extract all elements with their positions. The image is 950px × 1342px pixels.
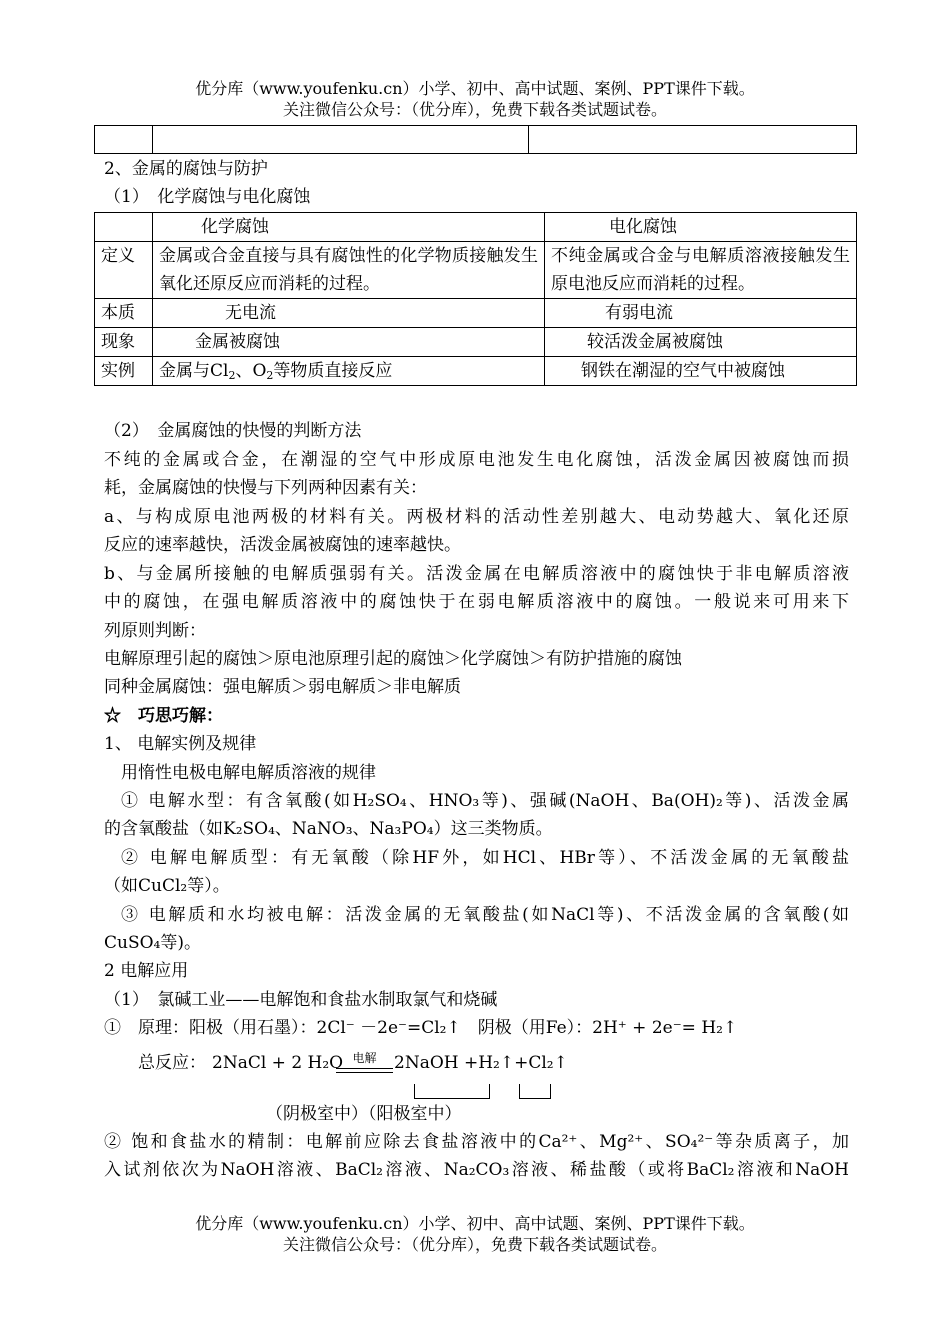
electrochemical-essence: 有弱电流 <box>545 299 857 328</box>
paragraph-line: 耗，金属腐蚀的快慢与下列两种因素有关： <box>104 478 427 498</box>
section-title-applications: 2 电解应用 <box>104 961 189 981</box>
section-title-electrolysis: 1、 电解实例及规律 <box>104 734 257 754</box>
empty-cell <box>95 126 153 154</box>
paragraph-line: （如CuCl₂等）。 <box>104 876 230 896</box>
bracket-anode-products <box>519 1084 551 1099</box>
row-label-essence: 本质 <box>95 299 153 328</box>
footer-line-1: 优分库（www.youfenku.cn）小学、初中、高中试题、案例、PPT课件下载。 <box>195 1214 755 1233</box>
top-empty-table <box>94 125 857 154</box>
chemical-phenomenon: 金属被腐蚀 <box>153 328 545 357</box>
bracket-cathode-products <box>414 1084 490 1099</box>
page-header <box>0 78 950 120</box>
rule-line: 电解原理引起的腐蚀＞原电池原理引起的腐蚀＞化学腐蚀＞有防护措施的腐蚀 <box>104 649 682 669</box>
tips-title: ☆ 巧思巧解： <box>104 706 223 726</box>
subsection-title-types: （1） 化学腐蚀与电化腐蚀 <box>104 187 311 207</box>
equation-left-side: 2NaCl + 2 H₂O <box>212 1053 344 1073</box>
chemical-essence: 无电流 <box>153 299 545 328</box>
page-footer <box>0 1213 950 1255</box>
principle-line: ① 原理：阳极（用石墨）：2Cl⁻ －2e⁻=Cl₂↑ 阴极（用Fe）：2H⁺ + 2e⁻= H₂↑ <box>104 1018 738 1038</box>
empty-cell <box>529 126 857 154</box>
paragraph-line: ③ 电解质和水均被电解：活泼金属的无氧酸盐(如NaCl等)、不活泼金属的含氧酸(如 <box>121 905 849 925</box>
section-title-corrosion: 2、金属的腐蚀与防护 <box>104 159 268 179</box>
total-reaction-label: 总反应： <box>138 1053 206 1073</box>
subsection-title-chlor-alkali: （1） 氯碱工业——电解饱和食盐水制取氯气和烧碱 <box>104 990 498 1010</box>
empty-cell <box>153 126 529 154</box>
chemical-example-part-c: 等物质直接反应 <box>273 361 393 381</box>
paragraph-line: ① 电解水型：有含氧酸(如H₂SO₄、HNO₃等)、强碱(NaOH、Ba(OH)₂等)、活泼金属 <box>121 791 849 811</box>
header-line-1: 优分库（www.youfenku.cn）小学、初中、高中试题、案例、PPT课件下载。 <box>195 79 755 98</box>
header-blank-cell <box>95 213 153 242</box>
paragraph-line: ② 电解电解质型：有无氧酸（除HF外，如HCl、HBr等）、不活泼金属的无氧酸盐 <box>121 848 849 868</box>
electrochemical-definition: 不纯金属或合金与电解质溶液接触发生原电池反应而消耗的过程。 <box>545 242 857 299</box>
chemical-example-part-a: 金属与Cl <box>159 361 229 381</box>
electrolysis-condition: 电解 <box>352 1051 377 1065</box>
chemical-example-part-b: 、O <box>235 361 267 381</box>
paragraph-line: 不纯的金属或合金，在潮湿的空气中形成原电池发生电化腐蚀，活泼金属因被腐蚀而损 <box>104 450 849 470</box>
subsection-title-speed: （2） 金属腐蚀的快慢的判断方法 <box>104 421 362 441</box>
paragraph-line: 反应的速率越快，活泼金属被腐蚀的速率越快。 <box>104 535 461 555</box>
electrochemical-phenomenon: 较活泼金属被腐蚀 <box>545 328 857 357</box>
paragraph-line: 列原则判断： <box>104 621 206 641</box>
corrosion-comparison-table <box>94 212 857 386</box>
row-label-example: 实例 <box>95 357 153 386</box>
paragraph-line: ② 饱和食盐水的精制：电解前应除去食盐溶液中的Ca²⁺、Mg²⁺、SO₄²⁻等杂质离子，加 <box>104 1132 849 1152</box>
footer-line-2: 关注微信公众号：（优分库），免费下载各类试题试卷。 <box>282 1235 667 1254</box>
header-line-2: 关注微信公众号：（优分库），免费下载各类试题试卷。 <box>282 100 667 119</box>
row-label-definition: 定义 <box>95 242 153 299</box>
paragraph-line: 中的腐蚀，在强电解质溶液中的腐蚀快于在弱电解质溶液中的腐蚀。一般说来可用来下 <box>104 592 849 612</box>
chemical-definition: 金属或合金直接与具有腐蚀性的化学物质接触发生氧化还原反应而消耗的过程。 <box>153 242 545 299</box>
paragraph-line: b、与金属所接触的电解质强弱有关。活泼金属在电解质溶液中的腐蚀快于非电解质溶液 <box>104 564 849 584</box>
equation-bar <box>336 1072 393 1073</box>
paragraph-line: a、与构成原电池两极的材料有关。两极材料的活动性差别越大、电动势越大、氧化还原 <box>104 507 849 527</box>
chemical-example: 金属与$Cl_2$、$O_2$等物质直接反应 <box>153 357 545 386</box>
rule-line: 同种金属腐蚀：强电解质＞弱电解质＞非电解质 <box>104 677 461 697</box>
subsection-title-rules: 用惰性电极电解电解质溶液的规律 <box>121 763 376 783</box>
chamber-labels: （阴极室中）（阳极室中） <box>266 1104 462 1124</box>
equation-right-side: 2NaOH +H₂↑+Cl₂↑ <box>394 1053 568 1073</box>
paragraph-line: 入试剂依次为NaOH溶液、BaCl₂溶液、Na₂CO₃溶液、稀盐酸（或将BaCl₂溶液和NaOH <box>104 1160 849 1180</box>
paragraph-line: 的含氧酸盐（如K₂SO₄、NaNO₃、Na₃PO₄）这三类物质。 <box>104 819 553 839</box>
electrochemical-example: 钢铁在潮湿的空气中被腐蚀 <box>545 357 857 386</box>
header-chemical-corrosion: 化学腐蚀 <box>153 213 545 242</box>
equation-bar <box>336 1068 393 1069</box>
header-electrochemical-corrosion: 电化腐蚀 <box>545 213 857 242</box>
paragraph-line: CuSO₄等)。 <box>104 933 201 953</box>
row-label-phenomenon: 现象 <box>95 328 153 357</box>
